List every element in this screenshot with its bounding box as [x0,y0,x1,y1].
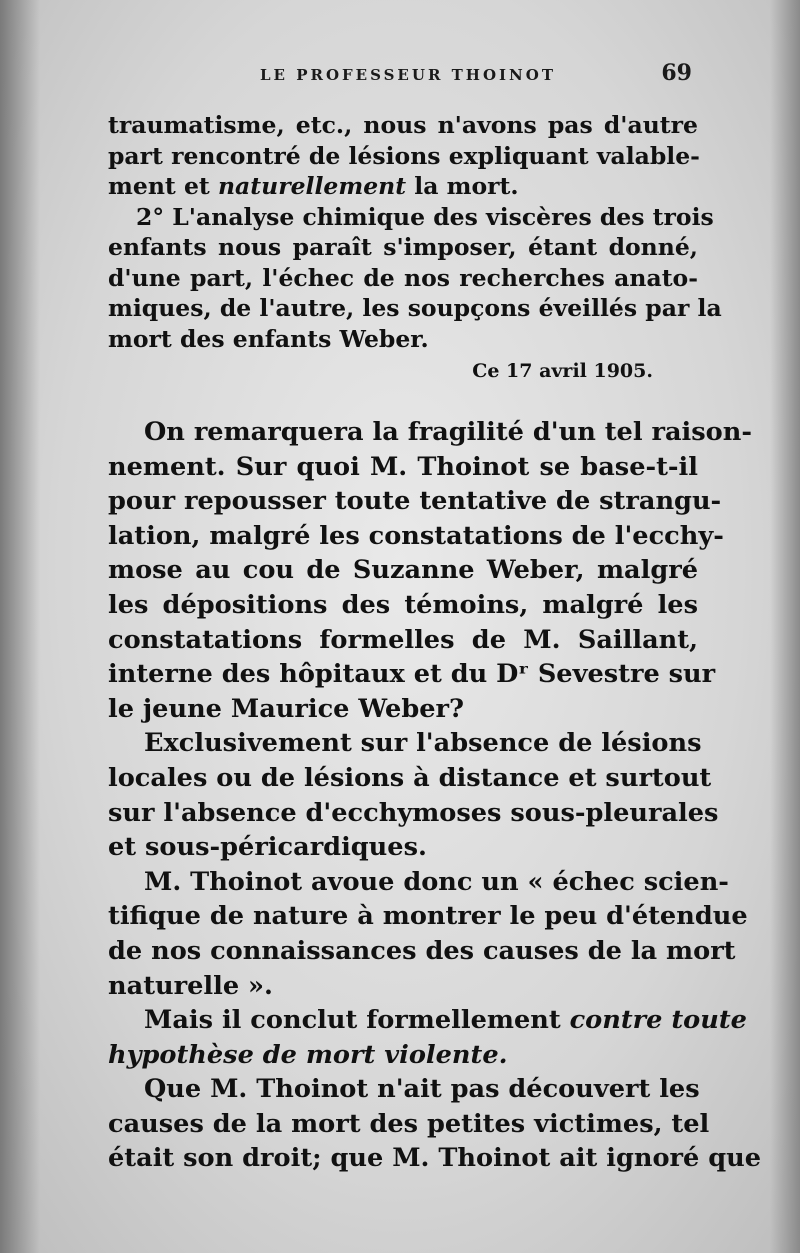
report-line-end: la mort. [406,172,519,200]
report-line [108,171,698,202]
page-shadow-left [0,0,40,1253]
report-line: part rencontré de lésions expliquant valable- [108,141,700,170]
italic-hypothese: hypothèse de mort violente. [108,1039,508,1070]
text-line: pour repousser toute tentative de strangu- [108,486,722,517]
text-line: M. Thoinot avoue donc un « échec scien- [144,866,729,897]
report-line-start: ment et [108,172,218,200]
text-line: tifique de nature à montrer le peu d'étendue [108,901,748,932]
text-line: était son droit; que M. Thoinot ait ignoré que [108,1143,762,1174]
report-date: Ce 17 avril 1905. [472,360,653,382]
main-text [108,415,762,1176]
text-line: de nos connaissances des causes de la mort [108,935,736,966]
text-line: sur l'absence d'ecchymoses sous-pleurales [108,797,719,828]
text-line: lation, malgré les constatations de l'ecchy- [108,520,724,551]
text-line: et sous-péricardiques. [108,832,427,863]
text-line: nement. Sur quoi M. Thoinot se base-t-il [108,451,698,482]
running-head [110,60,700,90]
text-line: causes de la mort des petites victimes, tel [108,1108,710,1139]
page-number: 69 [661,60,692,86]
text-line: locales ou de lésions à distance et surtout [108,762,712,793]
text-line: constatations formelles de M. Saillant, [108,624,698,655]
text-line [108,1003,747,1038]
text-line: naturelle ». [108,970,273,1001]
report-line: traumatisme, etc., nous n'avons pas d'autre [108,111,698,139]
quoted-report [108,110,722,427]
text-line: mose au cou de Suzanne Weber, malgré [108,555,698,586]
p4-start: Mais il conclut formellement [144,1005,570,1036]
text-line: On remarquera la fragilité d'un tel raison- [144,417,752,447]
page-shadow-right [770,0,800,1253]
text-line: le jeune Maurice Weber? [108,693,464,724]
text-line [108,1038,698,1073]
text-line: les dépositions des témoins, malgré les [108,589,698,620]
italic-contre-toute: contre toute [569,1005,747,1036]
report-line: d'une part, l'échec de nos recherches anato- [108,263,698,292]
report-line: 2° L'analyse chimique des viscères des trois [136,202,714,231]
report-line: enfants nous paraît s'imposer, étant donné, [108,233,698,261]
running-title: LE PROFESSEUR THOINOT [260,66,556,84]
text-line: Exclusivement sur l'absence de lésions [144,728,702,759]
italic-naturellement: naturellement [217,172,407,200]
report-line: miques, de l'autre, les soupçons éveillés par la [108,294,722,322]
report-line: mort des enfants Weber. [108,324,429,353]
text-line: Que M. Thoinot n'ait pas découvert les [144,1074,700,1105]
text-line: interne des hôpitaux et du Dʳ Sevestre sur [108,659,716,690]
